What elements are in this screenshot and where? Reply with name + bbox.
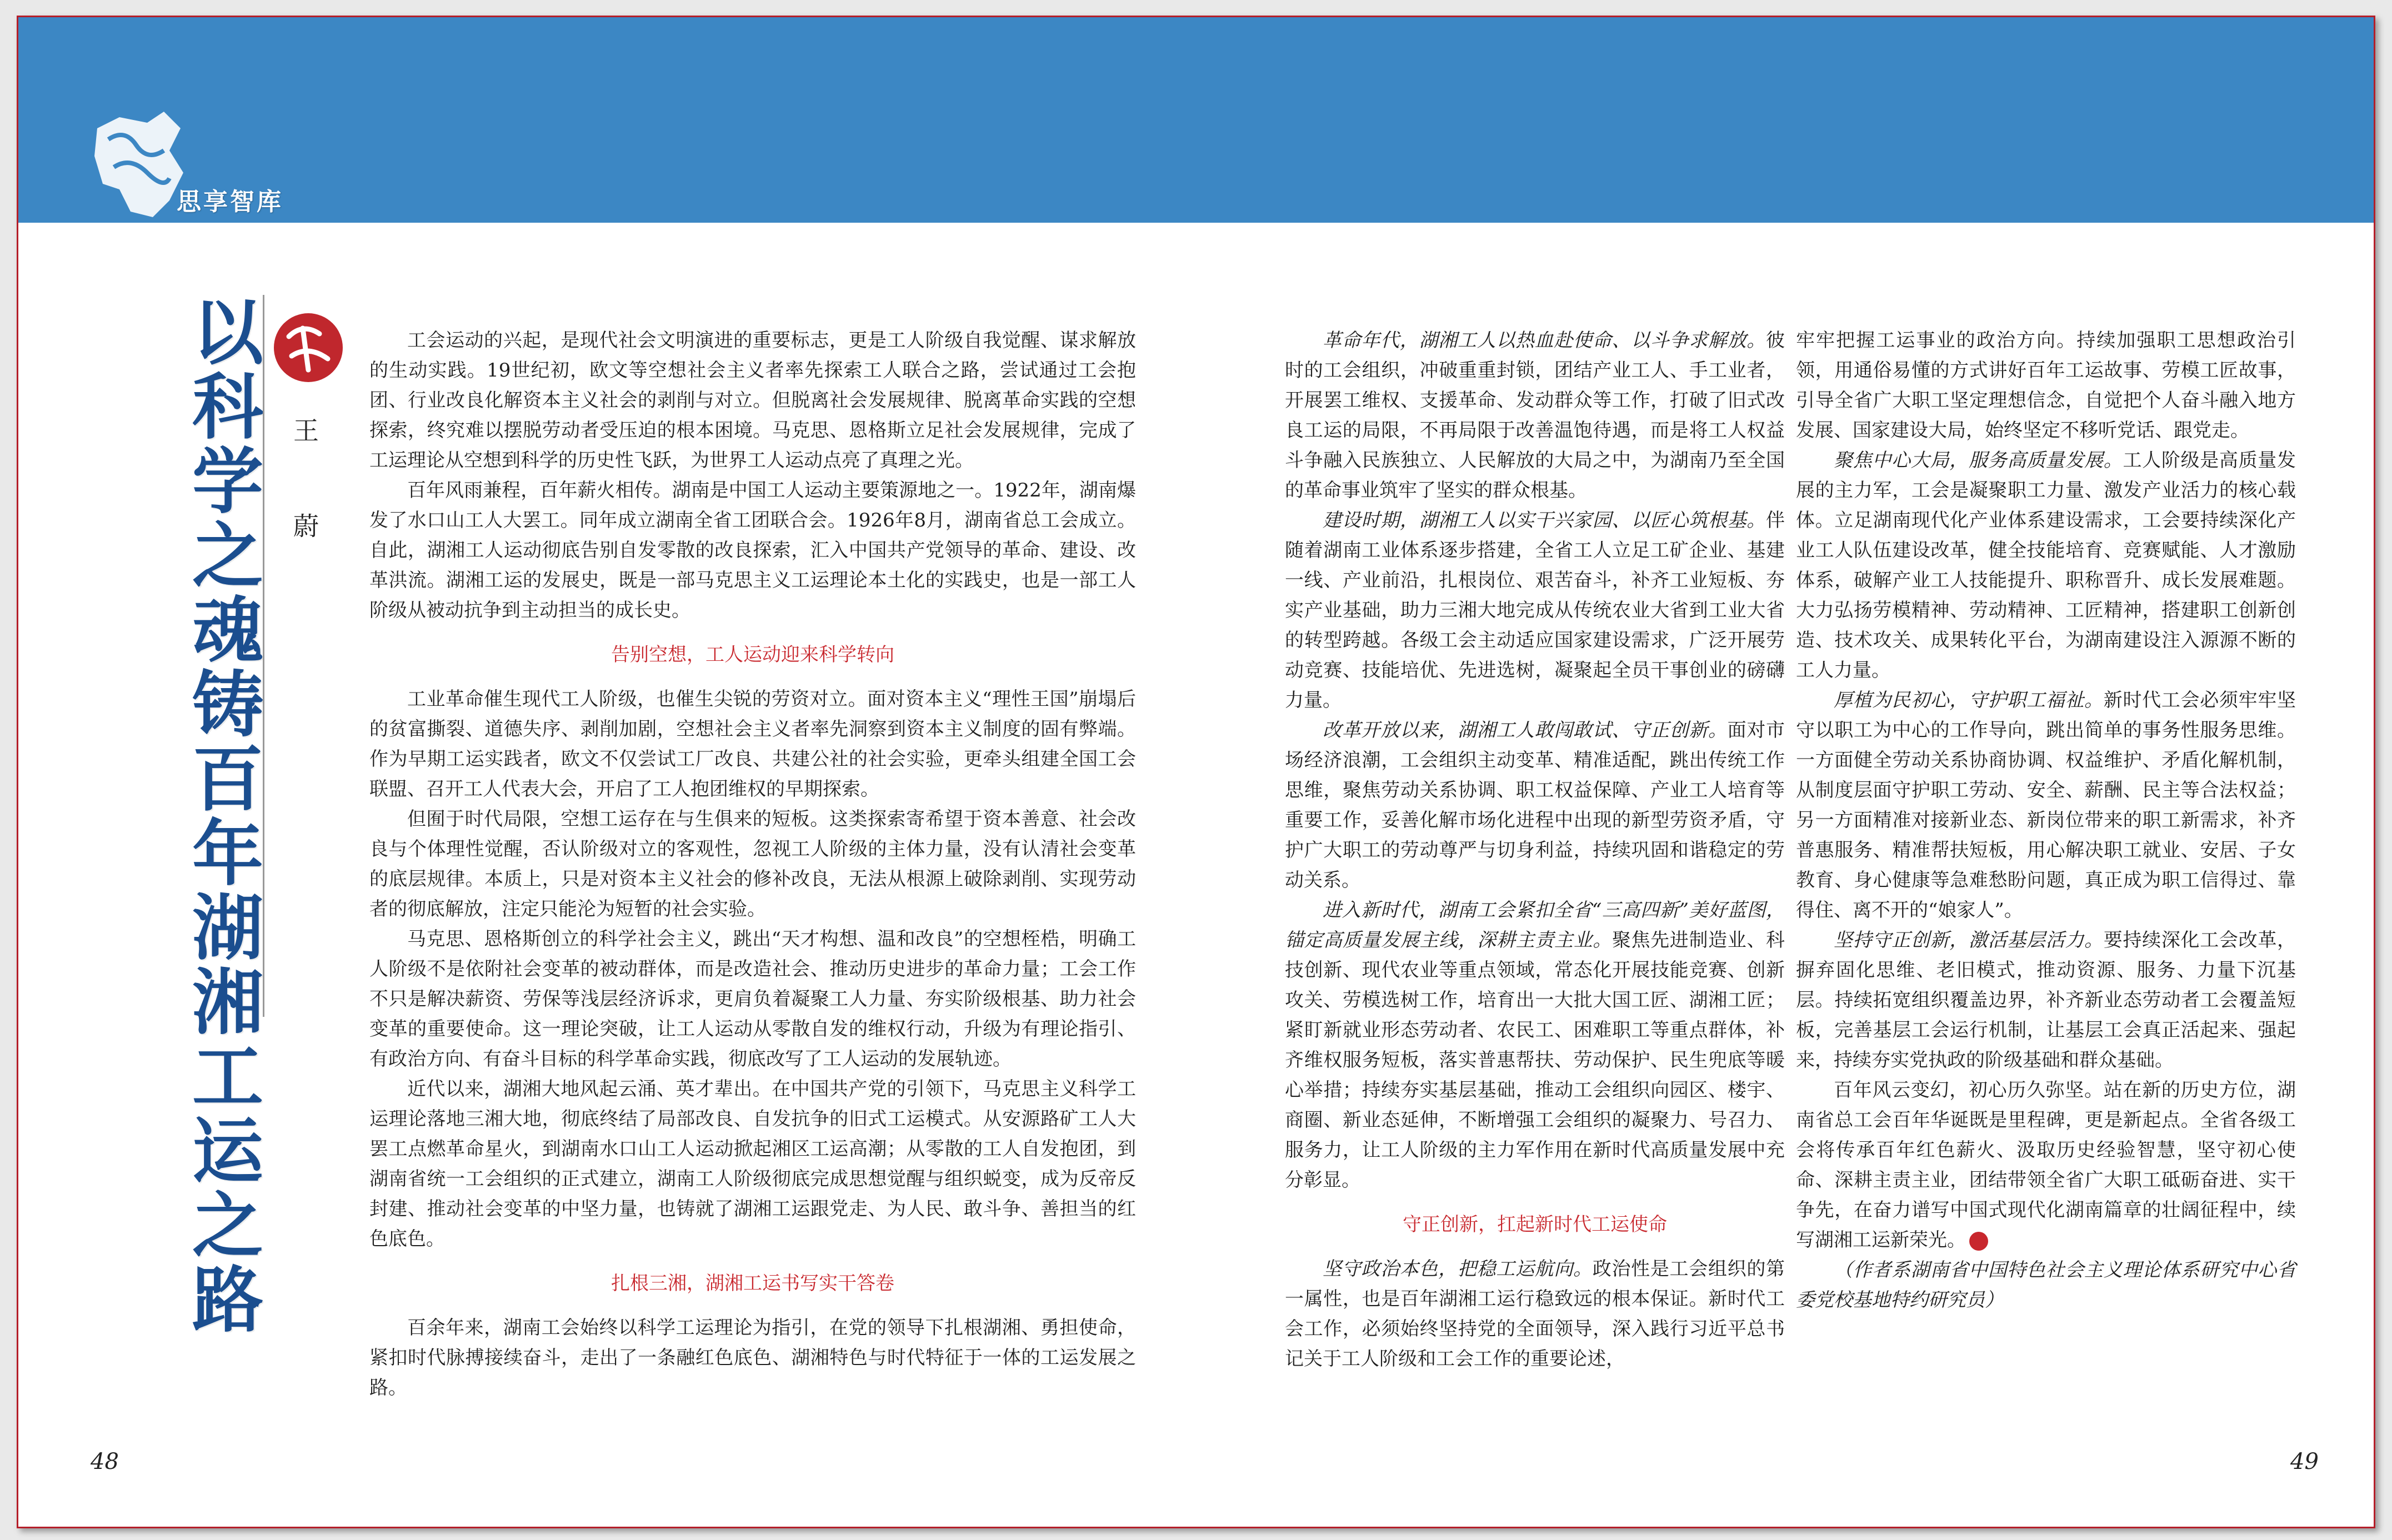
paragraph-lead: 改革开放以来，湖湘工人敢闯敢试、守正创新。: [1323, 719, 1728, 741]
paragraph: 工业革命催生现代工人阶级，也催生尖锐的劳资对立。面对资本主义“理性王国”崩塌后的贫富撕裂、道德失序、剥削加剧，空想社会主义者率先洞察到资本主义制度的固有弊端。作为早期工运实践者，欧文不仅尝试工厂改良、共建公社的社会实验，更牵头组建全国工会联盟、召开工人代表大会，开启了工人抱团维权的早期探索。: [369, 688, 1136, 800]
paragraph-lead: 坚守政治本色，把稳工运航向。: [1323, 1258, 1593, 1280]
paragraph-lead: 进入新时代，湖南工会紧扣全省“三高四新”美好蓝图，锚定高质量发展主线，深耕主责主业。: [1285, 899, 1785, 951]
paragraph: [1285, 325, 1785, 505]
paragraph-text: 面对市场经济浪潮，工会组织主动变革、精准适配，跳出传统工作思维，聚焦劳动关系协调、职工权益保障、产业工人培育等重要工作，妥善化解市场化进程中出现的新型劳资矛盾，守护广大职工的劳动尊严与切身利益，持续巩固和谐稳定的劳动关系。: [1285, 719, 1785, 891]
header-band: [18, 17, 2374, 223]
paragraph: 百年风雨兼程，百年薪火相传。湖南是中国工人运动主要策源地之一。1922年，湖南爆发了水口山工人大罢工。同年成立湖南全省工团联合会。1926年8月，湖南省总工会成立。自此，湖湘工人运动彻底告别自发零散的改良探索，汇入中国共产党领导的革命、建设、改革洪流。湖湘工运的发展史，既是一部马克思主义工运理论本土化的实践史，也是一部工人阶级从被动抗争到主动担当的成长史。: [369, 479, 1136, 621]
paragraph: [1285, 715, 1785, 895]
paragraph-text: 政治性是工会组织的第一属性，也是百年湖湘工运行稳致远的根本保证。新时代工会工作，必须始终坚持党的全面领导，深入践行习近平总书记关于工人阶级和工会工作的重要论述，: [1285, 1258, 1785, 1370]
section-heading: 告别空想，工人运动迎来科学转向: [611, 644, 894, 666]
paragraph-text: 伴随着湖南工业体系逐步搭建，全省工人立足工矿企业、基建一线、产业前沿，扎根岗位、艰苦奋斗，补齐工业短板、夯实产业基础，助力三湘大地完成从传统农业大省到工业大省的转型跨越。各级工会主动适应国家建设需求，广泛开展劳动竞赛、技能培优、先进选树，凝聚起全员干事创业的磅礴力量。: [1285, 509, 1785, 711]
paragraph: [1796, 325, 2296, 445]
paragraph-text: 工人阶级是高质量发展的主力军，工会是凝聚职工力量、激发产业活力的核心载体。立足湖南现代化产业体系建设需求，工会要持续深化产业工人队伍建设改革，健全技能培育、竞赛赋能、人才激励体系，破解产业工人技能提升、职称晋升、成长发展难题。大力弘扬劳模精神、劳动精神、工匠精神，搭建职工创新创造、技术攻关、成果转化平台，为湖南建设注入源源不断的工人力量。: [1796, 449, 2296, 681]
author-name: 王 蔚: [289, 417, 319, 560]
paragraph: [1796, 925, 2296, 1075]
paragraph-text: 百年风云变幻，初心历久弥坚。站在新的历史方位，湖南省总工会百年华诞既是里程碑，更是新起点。全省各级工会将传承百年红色薪火、汲取历史经验智慧，坚守初心使命、深耕主责主业，团结带领全省广大职工砥砺奋进、实干争先，在奋力谱写中国式现代化湖南篇章的壮阔征程中，续写湖湘工运新荣光。: [1796, 1079, 2296, 1251]
paragraph: 马克思、恩格斯创立的科学社会主义，跳出“天才构想、温和改良”的空想桎梏，明确工人阶级不是依附社会变革的被动群体，而是改造社会、推动历史进步的革命力量；工会工作不只是解决薪资、劳保等浅层经济诉求，更肩负着凝聚工人力量、夯实阶级根基、助力社会变革的重要使命。这一理论突破，让工人运动从零散自发的维权行动，升级为有理论指引、有政治方向、有奋斗目标的科学革命实践，彻底改写了工人运动的发展轨迹。: [369, 928, 1136, 1070]
section-heading: 守正创新，扛起新时代工运使命: [1403, 1213, 1667, 1236]
section-heading: 扎根三湘，湖湘工运书写实干答卷: [611, 1272, 894, 1295]
paragraph-lead: 建设时期，湖湘工人以实干兴家园、以匠心筑根基。: [1323, 509, 1766, 531]
red-seal-stamp-icon: [269, 306, 347, 389]
column-name: 思享智库: [177, 188, 283, 216]
page-number-right: 49: [2290, 1449, 2319, 1474]
paragraph: [1285, 1254, 1785, 1374]
paragraph-lead: 聚焦中心大局，服务高质量发展。: [1834, 449, 2123, 471]
paragraph-text: 牢牢把握工运事业的政治方向。持续加强职工思想政治引领，用通俗易懂的方式讲好百年工运故事、劳模工匠故事，引导全省广大职工坚定理想信念，自觉把个人奋斗融入地方发展、国家建设大局，始终坚定不移听党话、跟党走。: [1796, 329, 2296, 442]
paragraph-text: 聚焦先进制造业、科技创新、现代农业等重点领域，常态化开展技能竞赛、创新攻关、劳模选树工作，培育出一大批大国工匠、湖湘工匠；紧盯新就业形态劳动者、农民工、困难职工等重点群体，补齐维权服务短板，落实普惠帮扶、劳动保护、民生兜底等暖心举措；持续夯实基层基础，推动工会组织向园区、楼宇、商圈、新业态延伸，不断增强工会组织的凝聚力、号召力、服务力，让工人阶级的主力军作用在新时代高质量发展中充分彰显。: [1285, 929, 1785, 1191]
right-page-column-1: [1285, 325, 1785, 1374]
paragraph: [1796, 685, 2296, 925]
paragraph-text: 要持续深化工会改革，摒弃固化思维、老旧模式，推动资源、服务、力量下沉基层。持续拓宽组织覆盖边界，补齐新业态劳动者工会覆盖短板，完善基层工会运行机制，让基层工会真正活起来、强起来，持续夯实党执政的阶级基础和群众基础。: [1796, 929, 2296, 1071]
paragraph: [1796, 445, 2296, 685]
paragraph: [1796, 1075, 2296, 1255]
paragraph-text: 新时代工会必须牢牢坚守以职工为中心的工作导向，跳出简单的事务性服务思维。一方面健全劳动关系协商协调、权益维护、矛盾化解机制，从制度层面守护职工劳动、安全、薪酬、民主等合法权益；另一方面精准对接新业态、新岗位带来的职工新需求，补齐普惠服务、精准帮扶短板，用心解决职工就业、安居、子女教育、身心健康等急难愁盼问题，真正成为职工信得过、靠得住、离不开的“娘家人”。: [1796, 689, 2296, 921]
paragraph-lead: 坚持守正创新，激活基层活力。: [1834, 929, 2104, 951]
paragraph-lead: 革命年代，湖湘工人以热血赴使命、以斗争求解放。: [1323, 329, 1766, 352]
right-page-column-2: [1796, 325, 2296, 1315]
paragraph: 近代以来，湖湘大地风起云涌、英才辈出。在中国共产党的引领下，马克思主义科学工运理论落地三湘大地，彻底终结了局部改良、自发抗争的旧式工运模式。从安源路矿工人大罢工点燃革命星火，到湖南水口山工人运动掀起湘区工运高潮；从零散的工人自发抱团，到湖南省统一工会组织的正式建立，湖南工人阶级彻底完成思想觉醒与组织蜕变，成为反帝反封建、推动社会变革的中坚力量，也铸就了湖湘工运跟党走、为人民、敢斗争、善担当的红色底色。: [369, 1078, 1136, 1250]
paragraph: 但囿于时代局限，空想工运存在与生俱来的短板。这类探索寄希望于资本善意、社会改良与个体理性觉醒，否认阶级对立的客观性，忽视工人阶级的主体力量，没有认清社会变革的底层规律。本质上，只是对资本主义社会的修补改良，无法从根源上破除剥削、实现劳动者的彻底解放，注定只能沦为短暂的社会实验。: [369, 808, 1136, 920]
author-note: （作者系湖南省中国特色社会主义理论体系研究中心省委党校基地特约研究员）: [1796, 1259, 2296, 1311]
article-title: 以科学之魂铸百年湖湘工运之路: [180, 295, 263, 1337]
paragraph: [1285, 895, 1785, 1195]
paragraph: 百余年来，湖南工会始终以科学工运理论为指引，在党的领导下扎根湖湘、勇担使命，紧扣时代脉搏接续奋斗，走出了一条融红色底色、湖湘特色与时代特征于一体的工运发展之路。: [369, 1317, 1136, 1399]
magazine-spread: [17, 16, 2375, 1528]
page-number-left: 48: [91, 1449, 119, 1474]
title-divider: [263, 295, 264, 1017]
paragraph: [1285, 505, 1785, 715]
paragraph-text: 彼时的工会组织，冲破重重封锁，团结产业工人、手工业者，开展罢工维权、支援革命、发动群众等工作，打破了旧式改良工运的局限，不再局限于改善温饱待遇，而是将工人权益斗争融入民族独立、人民解放的大局之中，为湖南乃至全国的革命事业筑牢了坚实的群众根基。: [1285, 329, 1785, 501]
paragraph-lead: 厚植为民初心，守护职工福祉。: [1834, 689, 2104, 711]
end-mark-icon: [1969, 1232, 1988, 1251]
paragraph: 工会运动的兴起，是现代社会文明演进的重要标志，更是工人阶级自我觉醒、谋求解放的生动实践。19世纪初，欧文等空想社会主义者率先探索工人联合之路，尝试通过工会抱团、行业改良化解资本主义社会的剥削与对立。但脱离社会发展规律、脱离革命实践的空想探索，终究难以摆脱劳动者受压迫的根本困境。马克思、恩格斯立足社会发展规律，完成了工运理论从空想到科学的历史性飞跃，为世界工人运动点亮了真理之光。: [369, 329, 1136, 471]
left-page-body: [369, 325, 1136, 1403]
